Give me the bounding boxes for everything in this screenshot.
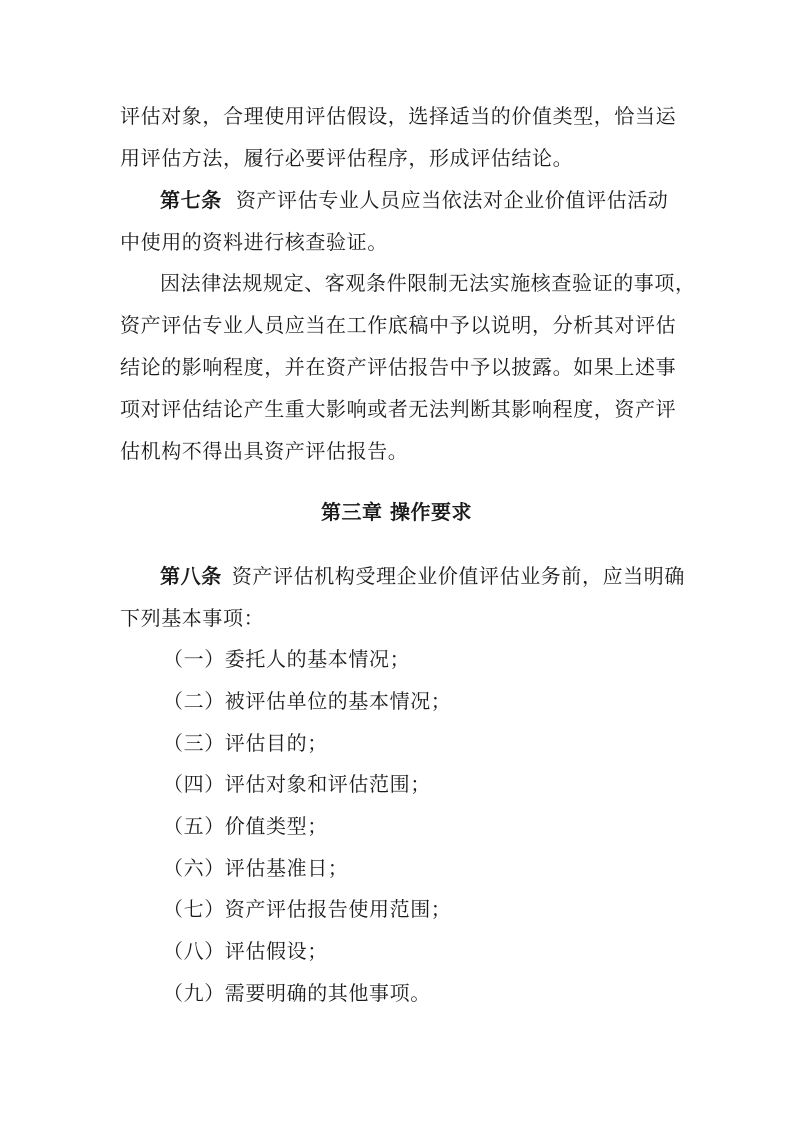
list-item: （八）评估假设；	[163, 939, 328, 963]
article-text: 资产评估机构受理企业价值评估业务前，应当明确	[231, 564, 686, 588]
paragraph-line: 资产评估专业人员应当在工作底稿中予以说明，分析其对评估	[120, 313, 677, 337]
list-item: （三）评估目的；	[163, 731, 328, 755]
list-item: （二）被评估单位的基本情况；	[163, 689, 452, 713]
article-label: 第七条	[160, 188, 222, 212]
list-item: （一）委托人的基本情况；	[163, 647, 411, 671]
paragraph-line: 下列基本事项：	[120, 606, 265, 630]
paragraph-line: 用评估方法，履行必要评估程序，形成评估结论。	[120, 146, 574, 170]
list-item: （六）评估基准日；	[163, 856, 349, 880]
article-label: 第八条	[160, 564, 222, 588]
article-text: 资产评估专业人员应当依法对企业价值评估活动	[235, 188, 669, 212]
list-item: （五）价值类型；	[163, 814, 328, 838]
paragraph-line: 结论的影响程度，并在资产评估报告中予以披露。如果上述事	[120, 355, 677, 379]
list-item: （四）评估对象和评估范围；	[163, 772, 431, 796]
list-item: （九）需要明确的其他事项。	[163, 981, 431, 1005]
paragraph-line: 评估对象，合理使用评估假设，选择适当的价值类型，恰当运	[120, 104, 677, 128]
list-item: （七）资产评估报告使用范围；	[163, 897, 452, 921]
paragraph-line: 中使用的资料进行核查验证。	[120, 230, 388, 254]
article-8-line	[160, 564, 686, 588]
paragraph-line: 估机构不得出具资产评估报告。	[120, 439, 409, 463]
chapter-heading: 第三章 操作要求	[321, 500, 472, 524]
paragraph-line: 因法律法规规定、客观条件限制无法实施核查验证的事项，	[160, 271, 696, 295]
article-7-line	[160, 188, 672, 212]
paragraph-line: 项对评估结论产生重大影响或者无法判断其影响程度，资产评	[120, 397, 677, 421]
